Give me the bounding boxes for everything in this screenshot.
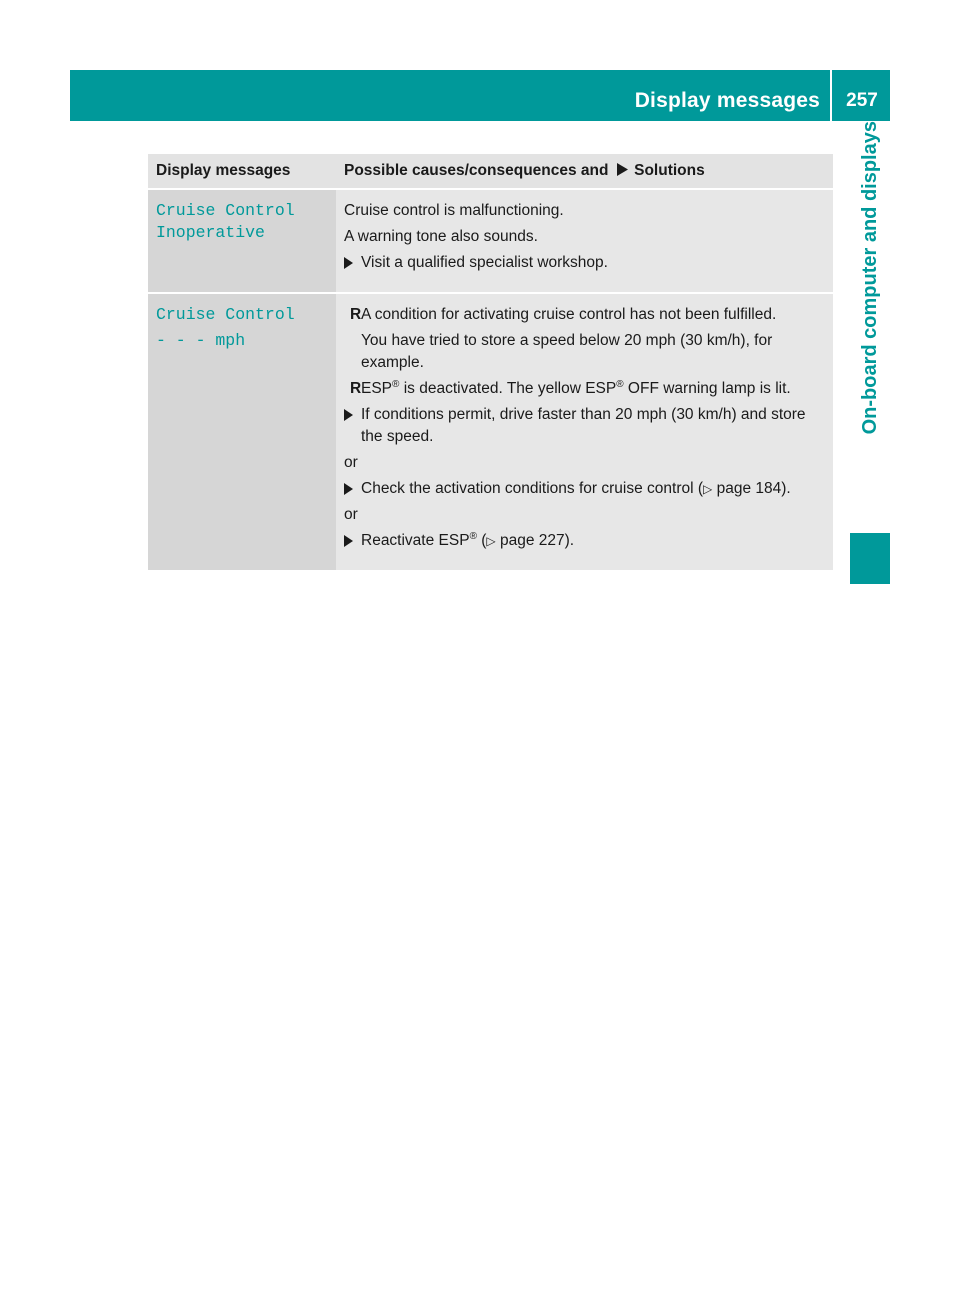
solution-arrow-icon <box>616 163 628 176</box>
step-arrow-icon <box>344 483 353 495</box>
message-cell <box>148 189 336 293</box>
registered-mark: ® <box>616 378 624 390</box>
solution-step <box>344 530 825 552</box>
header-divider <box>830 70 832 121</box>
bullet-marker: R <box>350 306 362 323</box>
chapter-tab <box>850 121 890 531</box>
column-header-messages: Display messages <box>148 154 336 189</box>
bullet-marker: R <box>350 380 362 397</box>
column-header-solutions-prefix: Possible causes/consequences and <box>344 162 609 179</box>
display-message-line1: Cruise Control <box>156 305 295 324</box>
bullet-text-esp: ESP <box>361 380 393 397</box>
bullet-continuation: You have tried to store a speed below 20 mph (30 km/h), for example. <box>361 332 773 371</box>
page-ref-icon: ▷ <box>703 482 713 496</box>
display-message-line2: - - - mph <box>156 331 246 350</box>
bullet-text: A condition for activating cruise control has not been fulfilled. <box>361 306 777 323</box>
solution-step <box>344 252 825 274</box>
page-title: Display messages <box>634 89 820 112</box>
consequence-text: A warning tone also sounds. <box>344 228 538 245</box>
header-bar <box>70 70 890 121</box>
registered-mark: ® <box>392 378 400 390</box>
or-text: or <box>344 506 358 523</box>
bullet-text-lamp: OFF warning lamp is lit. <box>627 380 791 397</box>
solution-step <box>344 478 825 500</box>
registered-mark: ® <box>469 530 477 542</box>
column-header-solutions-suffix: Solutions <box>634 162 705 179</box>
step-text: Visit a qualified specialist workshop. <box>361 254 608 271</box>
step-text: Reactivate ESP <box>361 532 470 549</box>
open-paren: ( <box>481 532 487 549</box>
step-text: Check the activation conditions for cruise control ( <box>361 480 704 497</box>
step-arrow-icon <box>344 535 353 547</box>
or-text: or <box>344 454 358 471</box>
page-ref-icon: ▷ <box>486 534 496 548</box>
display-message-line2: Inoperative <box>156 223 265 242</box>
message-cell <box>148 293 336 570</box>
page-reference-link[interactable]: page 184). <box>716 480 791 497</box>
solution-cell <box>336 293 833 570</box>
page-number: 257 <box>846 90 878 111</box>
page-reference-link[interactable]: page 227). <box>499 532 575 549</box>
display-messages-table <box>148 154 833 570</box>
cause-bullet <box>344 304 825 326</box>
table-row <box>148 189 833 293</box>
step-arrow-icon <box>344 257 353 269</box>
bullet-text-deactivated: is deactivated. The yellow ESP <box>403 380 617 397</box>
chapter-tab-label: On-board computer and displays <box>859 121 881 435</box>
step-arrow-icon <box>344 409 353 421</box>
display-message-line1: Cruise Control <box>156 201 295 220</box>
solution-step <box>344 404 825 448</box>
table-header-row <box>148 154 833 189</box>
table-row <box>148 293 833 570</box>
column-header-solutions <box>336 154 833 189</box>
step-text: If conditions permit, drive faster than 20 mph (30 km/h) and store the speed. <box>361 406 806 445</box>
cause-text: Cruise control is malfunctioning. <box>344 202 564 219</box>
chapter-marker <box>850 533 890 584</box>
solution-cell <box>336 189 833 293</box>
cause-bullet <box>344 378 825 400</box>
